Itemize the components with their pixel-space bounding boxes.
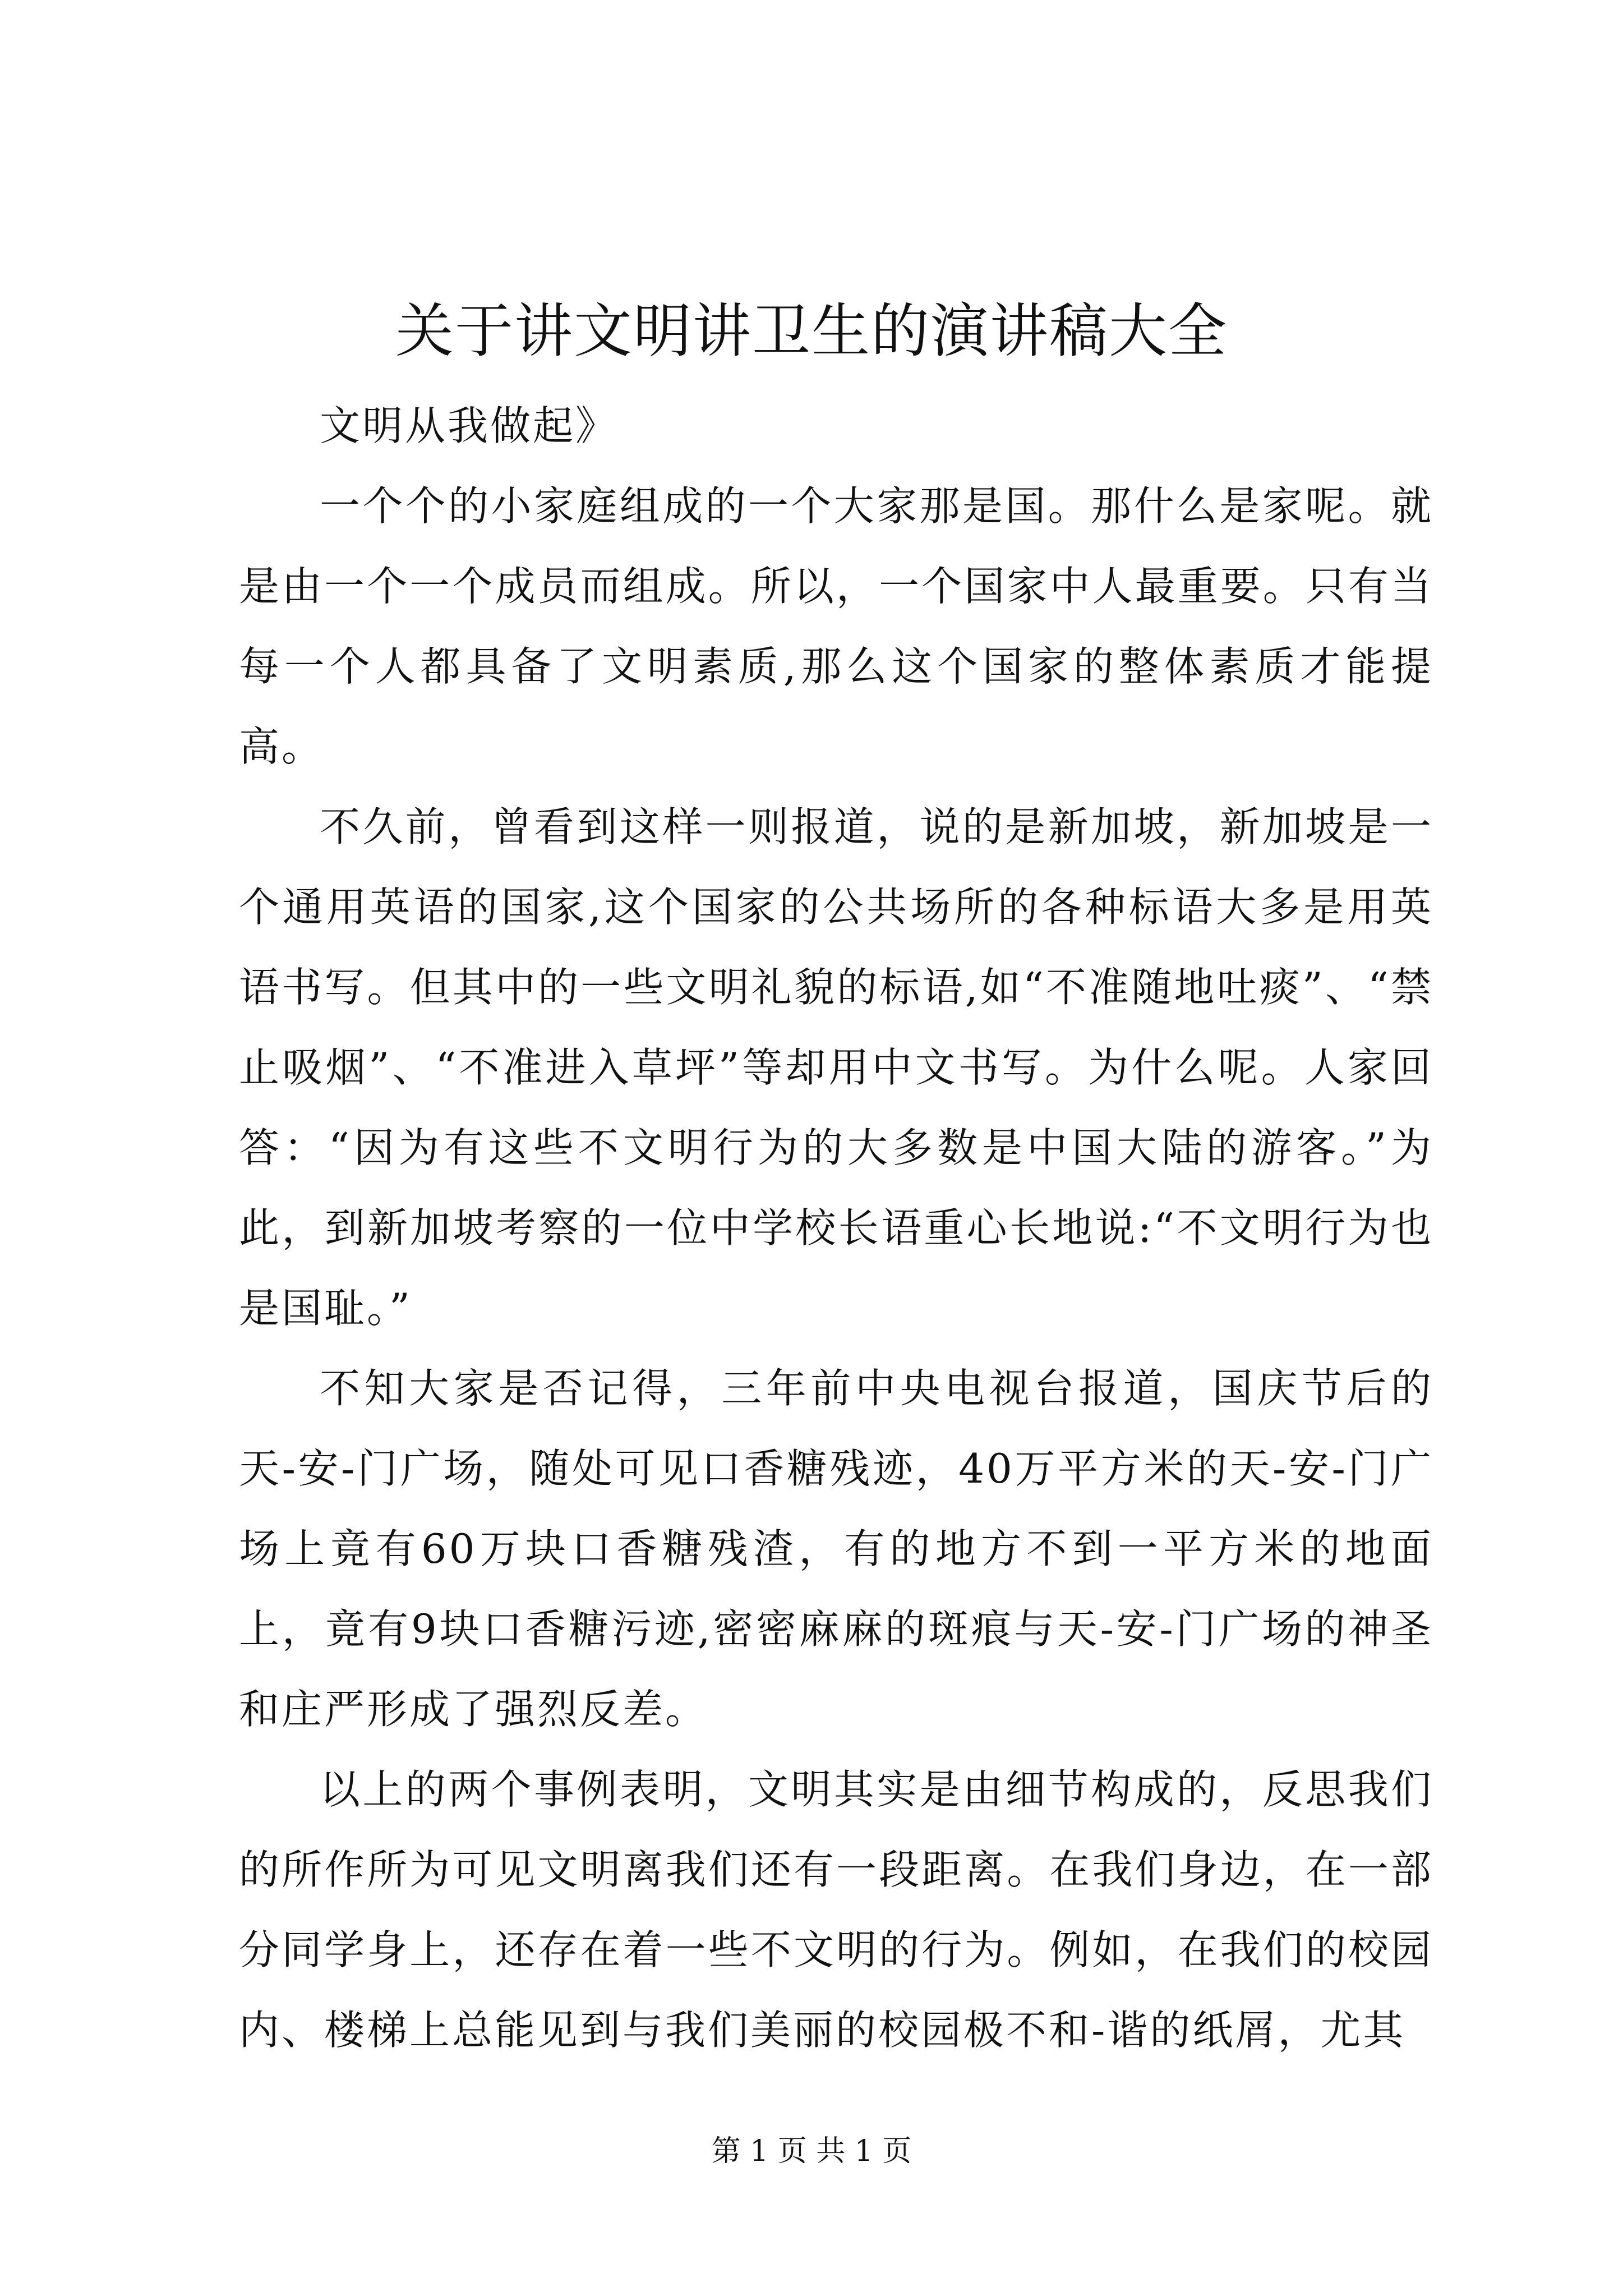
document-body <box>239 386 1433 2070</box>
paragraph-4: 不知大家是否记得，三年前中央电视台报道，国庆节后的天-安-门广场，随处可见口香糖残迹，40万平方米的天-安-门广场上竟有60万块口香糖残渣，有的地方不到一平方米的地面上，竟有9块口香糖污迹,密密麻麻的斑痕与天-安-门广场的神圣和庄严形成了强烈反差。 <box>239 1365 1433 1733</box>
page-title: 关于讲文明讲卫生的演讲稿大全 <box>395 297 1228 365</box>
paragraph-3: 不久前，曾看到这样一则报道，说的是新加坡，新加坡是一个通用英语的国家,这个国家的公共场所的各种标语大多是用英语书写。但其中的一些文明礼貌的标语,如“不准随地吐痰”、“禁止吸烟”、“不准进入草坪”等却用中文书写。为什么呢。人家回答：“因为有这些不文明行为的大多数是中国大陆的游客。”为此，到新加坡考察的一位中学校长语重心长地说:“不文明行为也是国耻。” <box>239 803 1433 1332</box>
paragraph-5: 以上的两个事例表明，文明其实是由细节构成的，反思我们的所作所为可见文明离我们还有一段距离。在我们身边，在一部分同学身上，还存在着一些不文明的行为。例如，在我们的校园内、楼梯上总能见到与我们美丽的校园极不和-谐的纸屑，尤其 <box>239 1766 1433 2054</box>
paragraph-2: 一个个的小家庭组成的一个大家那是国。那什么是家呢。就是由一个一个成员而组成。所以，一个国家中人最重要。只有当每一个人都具备了文明素质,那么这个国家的整体素质才能提高。 <box>239 482 1433 770</box>
page-number-label: 第 1 页 共 1 页 <box>711 2134 912 2168</box>
page-footer <box>0 2132 1623 2171</box>
paragraph-1: 文明从我做起》 <box>320 402 619 449</box>
